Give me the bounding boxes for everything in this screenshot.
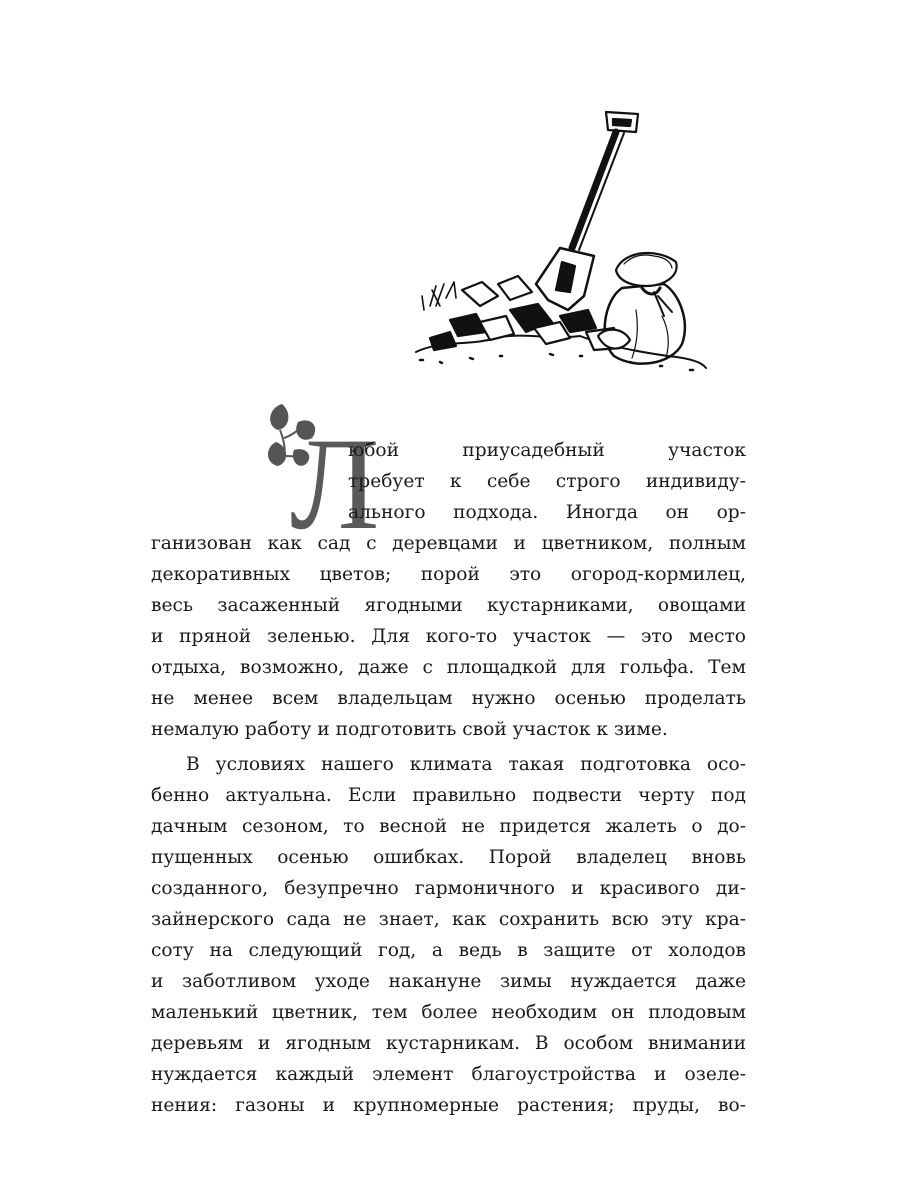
paragraph-2-line-3: дачным сезоном, то весной не придется жалеть о до- bbox=[151, 816, 746, 837]
paragraph-1-line-5: декоративных цветов; порой это огород-кормилец, bbox=[151, 564, 746, 585]
paragraph-2-line-6: зайнерского сада не знает, как сохранить всю эту кра- bbox=[151, 909, 746, 930]
paragraph-2-line-2: бенно актуальна. Если правильно подвести черту под bbox=[151, 785, 746, 806]
paragraph-1-line-1: юбой приусадебный участок bbox=[348, 440, 746, 461]
paragraph-2-line-11: нуждается каждый элемент благоустройства и озеле- bbox=[151, 1064, 746, 1085]
paragraph-2-line-1: В условиях нашего климата такая подготовка осо- bbox=[186, 754, 746, 775]
paragraph-2-line-5: созданного, безупречно гармоничного и красивого ди- bbox=[151, 878, 746, 899]
paragraph-1-line-7: и пряной зеленью. Для кого-то участок — это место bbox=[151, 626, 746, 647]
shovel-soil-illustration bbox=[410, 100, 710, 385]
paragraph-2-line-10: деревьям и ягодным кустарникам. В особом внимании bbox=[151, 1033, 746, 1054]
paragraph-2-line-9: маленький цветник, тем более необходим он плодовым bbox=[151, 1002, 746, 1023]
paragraph-1-line-4: ганизован как сад с деревцами и цветником, полным bbox=[151, 533, 746, 554]
paragraph-2-line-4: пущенных осенью ошибках. Порой владелец вновь bbox=[151, 847, 746, 868]
paragraph-2-line-7: соту на следующий год, а ведь в защите от холодов bbox=[151, 940, 746, 961]
drop-cap: Л bbox=[290, 410, 380, 557]
paragraph-2-line-12: нения: газоны и крупномерные растения; пруды, во- bbox=[151, 1095, 746, 1116]
paragraph-1-line-9: не менее всем владельцам нужно осенью проделать bbox=[151, 688, 746, 709]
paragraph-2-line-8: и заботливом уходе накануне зимы нуждается даже bbox=[151, 971, 746, 992]
paragraph-1-line-6: весь засаженный ягодными кустарниками, овощами bbox=[151, 595, 746, 616]
paragraph-1-line-8: отдыха, возможно, даже с площадкой для гольфа. Тем bbox=[151, 657, 746, 678]
paragraph-1-line-10: немалую работу и подготовить свой участок к зиме. bbox=[151, 719, 668, 740]
paragraph-1-line-2: требует к себе строго индивиду- bbox=[348, 471, 746, 492]
paragraph-1-line-3: ального подхода. Иногда он ор- bbox=[348, 502, 746, 523]
